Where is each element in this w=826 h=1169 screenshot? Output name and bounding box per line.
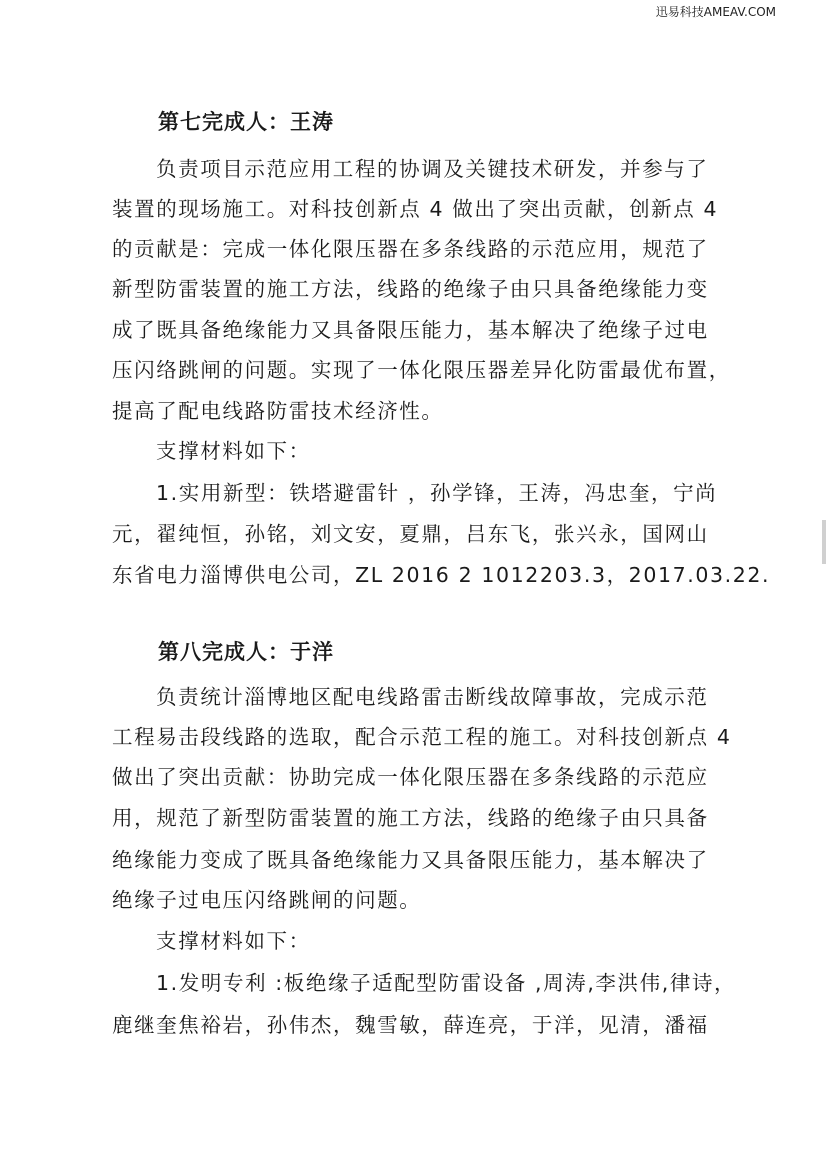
section7-line: 装置的现场施工。对科技创新点 4 做出了突出贡献，创新点 4 <box>112 197 719 221</box>
section7-material: 1.实用新型：铁塔避雷针 ，孙学锋，王涛，冯忠奎，宁尚 <box>156 481 718 505</box>
section7-line: 新型防雷装置的施工方法，线路的绝缘子由只具备绝缘能力变 <box>112 277 709 301</box>
watermark: 迅易科技AMEAV.COM <box>655 5 776 19</box>
section7-heading: 第七完成人：王涛 <box>158 110 334 134</box>
section7-material: 东省电力淄博供电公司，ZL 2016 2 1012203.3，2017.03.22. <box>112 563 771 587</box>
section7-material: 元，翟纯恒，孙铭，刘文安，夏鼎，吕东飞，张兴永，国网山 <box>112 522 709 546</box>
scan-edge-shadow <box>822 520 826 564</box>
section7-line: 负责项目示范应用工程的协调及关键技术研发，并参与了 <box>156 157 709 181</box>
section7-line: 的贡献是：完成一体化限压器在多条线路的示范应用，规范了 <box>112 237 709 261</box>
section8-line: 负责统计淄博地区配电线路雷击断线故障事故，完成示范 <box>156 685 709 709</box>
section8-line: 用，规范了新型防雷装置的施工方法，线路的绝缘子由只具备 <box>112 806 709 830</box>
section8-support-label: 支撑材料如下： <box>156 929 311 953</box>
section7-line: 压闪络跳闸的问题。实现了一体化限压器差异化防雷最优布置， <box>112 358 731 382</box>
section7-line: 成了既具备绝缘能力又具备限压能力，基本解决了绝缘子过电 <box>112 318 709 342</box>
section7-support-label: 支撑材料如下： <box>156 439 311 463</box>
section8-material: 1.发明专利 :板绝缘子适配型防雷设备 ,周涛,李洪伟,律诗， <box>156 971 737 995</box>
section8-line: 绝缘能力变成了既具备绝缘能力又具备限压能力，基本解决了 <box>112 848 709 872</box>
section8-line: 做出了突出贡献：协助完成一体化限压器在多条线路的示范应 <box>112 765 709 789</box>
section8-heading: 第八完成人：于洋 <box>158 640 334 664</box>
section8-line: 工程易击段线路的选取，配合示范工程的施工。对科技创新点 4 <box>112 725 732 749</box>
section8-line: 绝缘子过电压闪络跳闸的问题。 <box>112 888 422 912</box>
section8-material: 鹿继奎焦裕岩，孙伟杰，魏雪敏，薛连亮，于洋，见清，潘福 <box>112 1013 709 1037</box>
section7-line: 提高了配电线路防雷技术经济性。 <box>112 399 444 423</box>
